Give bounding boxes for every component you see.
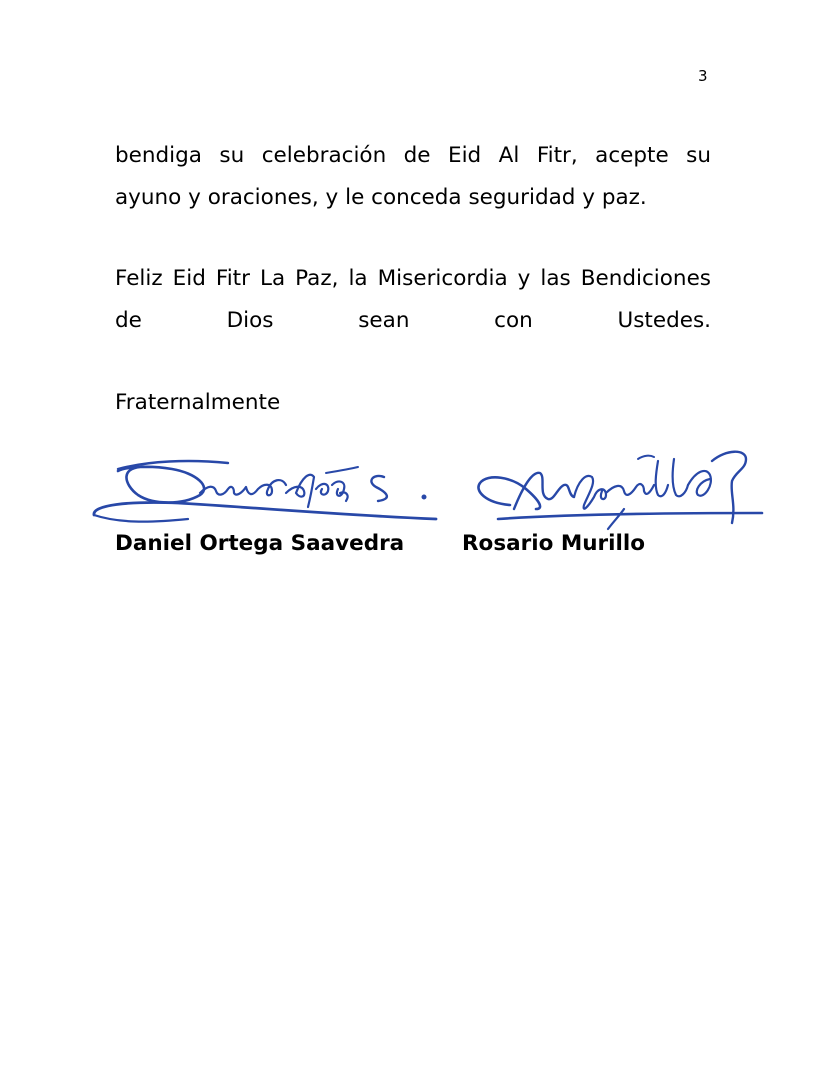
paragraph-greeting-line-2: de Dios sean con Ustedes. (115, 308, 711, 333)
signature-daniel-ortega (88, 455, 440, 527)
signature-ink (478, 452, 762, 529)
signer-name-daniel-ortega: Daniel Ortega Saavedra (115, 531, 405, 556)
paragraph-greeting-line-1: Feliz Eid Fitr La Paz, la Misericordia y las Bendiciones (115, 266, 711, 291)
signer-name-rosario-murillo: Rosario Murillo (462, 531, 646, 556)
signature-ink (94, 461, 436, 522)
closing-text: Fraternalmente (115, 390, 281, 415)
paragraph-blessing-line-2: ayuno y oraciones, y le conceda seguridad y paz. (115, 185, 647, 210)
signature-rosario-murillo (474, 443, 766, 535)
page-number: 3 (698, 67, 708, 85)
paragraph-greeting (115, 258, 711, 342)
paragraph-blessing (115, 135, 711, 219)
paragraph-blessing-line-1: bendiga su celebración de Eid Al Fitr, acepte su (115, 143, 711, 168)
